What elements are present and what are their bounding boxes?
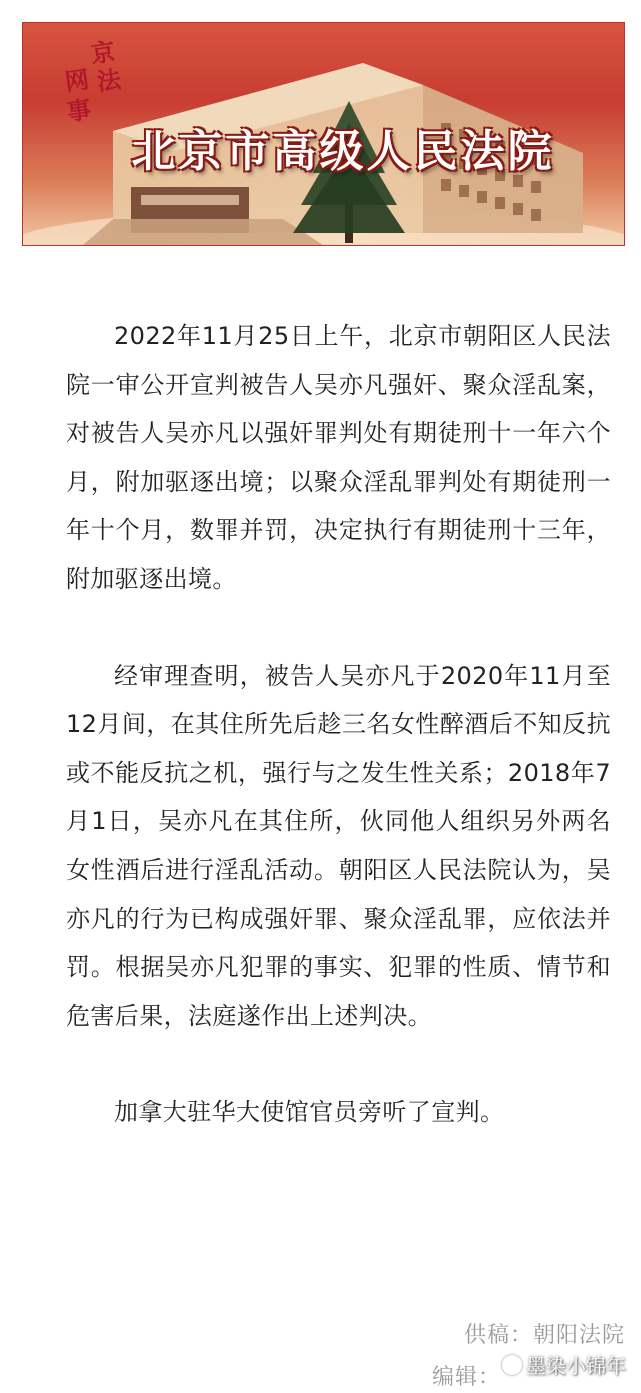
watermark [502,1350,626,1379]
watermark-text: 墨染小锦年 [526,1354,626,1378]
source-credit: 供稿：朝阳法院 [463,1323,625,1348]
banner-title: 北京市高级人民法院 [131,126,555,177]
seal-char-3: 网 [63,64,91,97]
editor-credit: 编辑： [432,1365,502,1390]
paragraph-embassy: 加拿大驻华大使馆官员旁听了宣判。 [114,1098,505,1127]
seal-char-1: 京 [89,36,117,69]
paragraph-findings: 经审理查明，被告人吴亦凡于2020年11月至12月间，在其住所先后趁三名女性醉酒后不知反抗或不能反抗之机，强行与之发生性关系；2018年7月1日，吴亦凡在其住所，伙同他人组织另外两名女性酒后进行淫乱活动。朝阳区人民法院认为，吴亦凡的行为已构成强奸罪、聚众淫乱罪，应依法并罚。根据吴亦凡犯罪的事实、犯罪的性质、情节和危害后果，法庭遂作出上述判决。 [66,661,611,1030]
seal-char-4: 事 [65,94,93,127]
seal-char-2: 法 [95,64,123,97]
paragraph-verdict: 2022年11月25日上午，北京市朝阳区人民法院一审公开宣判被告人吴亦凡强奸、聚众淫乱案，对被告人吴亦凡以强奸罪判处有期徒刑十一年六个月，附加驱逐出境；以聚众淫乱罪判处有期徒刑一年十个月，数罪并罚，决定执行有期徒刑十三年，附加驱逐出境。 [66,322,611,593]
watermark-logo-icon [502,1355,522,1375]
header-banner [22,22,625,246]
article-body [66,312,611,1137]
